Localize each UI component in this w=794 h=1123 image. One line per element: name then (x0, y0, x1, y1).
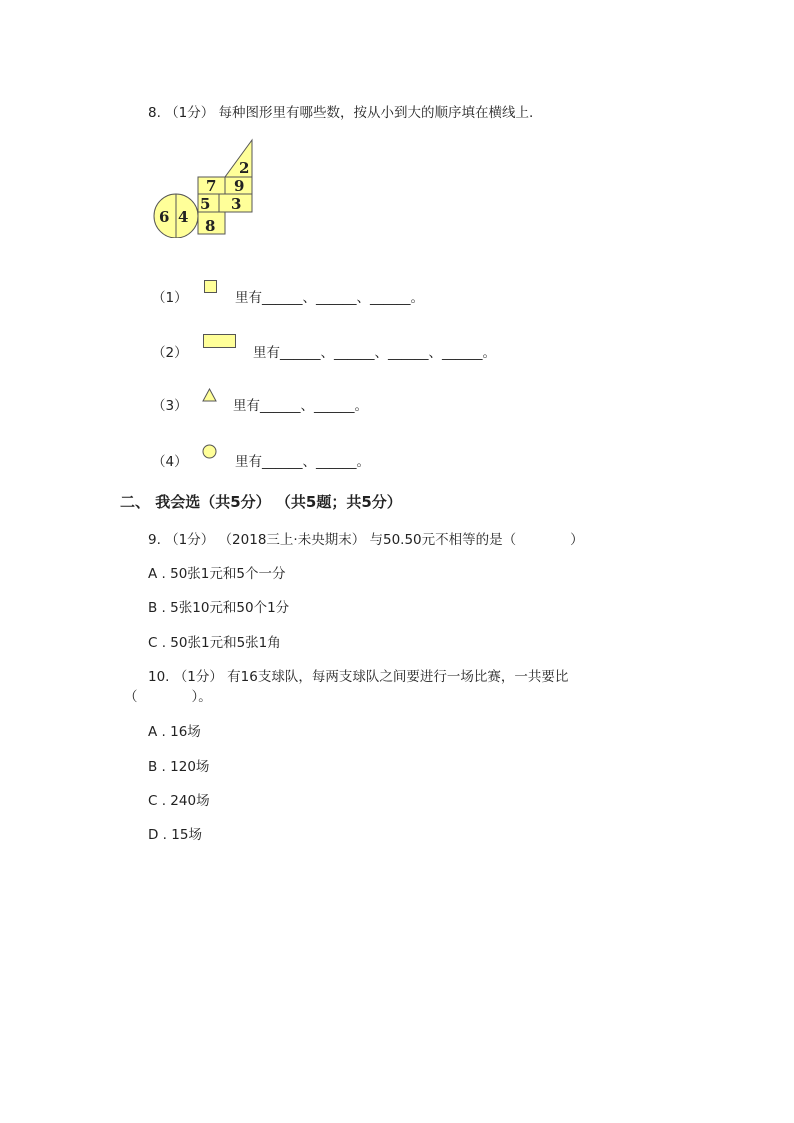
figure-number-7: 7 (206, 177, 217, 195)
q10-option-d: D . 15场 (148, 827, 202, 843)
q8-stem: 8. （1分） 每种图形里有哪些数，按从小到大的顺序填在横线上. (148, 105, 534, 121)
q8-item-4-index: （4） (152, 454, 188, 470)
circle-icon (202, 444, 217, 459)
q9-option-c: C . 50张1元和5张1角 (148, 635, 281, 651)
q9-option-b: B . 5张10元和50个1分 (148, 600, 290, 616)
figure-number-4: 4 (178, 208, 189, 226)
figure-number-2: 2 (239, 159, 250, 177)
q8-item-3-index: （3） (152, 398, 188, 414)
shapes-figure (148, 138, 260, 238)
figure-number-6: 6 (159, 208, 170, 226)
q10-stem-line1: 10. （1分） 有16支球队，每两支球队之间要进行一场比赛，一共要比 (148, 669, 569, 685)
q10-option-a: A . 16场 (148, 724, 201, 740)
figure-number-3: 3 (231, 195, 242, 213)
square-icon (204, 280, 218, 294)
q8-item-1-index: （1） (152, 290, 188, 306)
figure-number-8: 8 (205, 217, 216, 235)
figure-number-5: 5 (200, 195, 211, 213)
q9-stem: 9. （1分） （2018三上·未央期末） 与50.50元不相等的是（ ） (148, 532, 584, 548)
q8-item-4-text: 里有______、______。 (235, 454, 370, 470)
triangle-icon (202, 388, 217, 402)
q10-stem-line2: （ ）。 (124, 689, 212, 705)
q10-option-c: C . 240场 (148, 793, 210, 809)
q8-item-2-index: （2） (152, 345, 188, 361)
rectangle-icon (203, 334, 237, 349)
q8-item-2-text: 里有______、______、______、______。 (253, 345, 496, 361)
q8-item-1-text: 里有______、______、______。 (235, 290, 424, 306)
q10-option-b: B . 120场 (148, 759, 210, 775)
q9-option-a: A . 50张1元和5个一分 (148, 566, 286, 582)
figure-number-9: 9 (234, 177, 245, 195)
q8-figure (148, 138, 260, 238)
section-title: 二、 我会选（共5分） （共5题；共5分） (120, 493, 402, 511)
q8-item-3-text: 里有______、______。 (233, 398, 368, 414)
